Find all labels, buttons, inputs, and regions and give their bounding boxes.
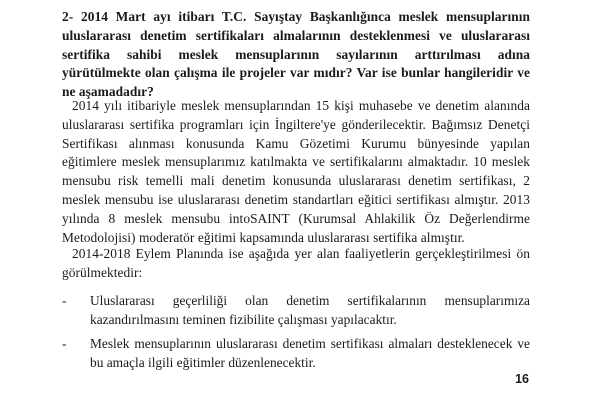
bullet-marker: - bbox=[62, 293, 67, 308]
bullet-text: Uluslararası geçerliliği olan denetim sertifikalarının mensuplarımıza kazandırılmasını teminen fizibilite çalışması yapılacaktır. bbox=[90, 293, 530, 327]
bullet-marker: - bbox=[62, 336, 67, 351]
answer-paragraph-1: 2014 yılı itibariyle meslek mensuplarından 15 kişi muhasebe ve denetim alanında uluslararası sertifika programları için İngiltere'ye gönderilecektir. Bağımsız Denetçi Sertifikası alınması konusunda Kamu Gözetimi Kurumu bünyesinde yapılan eğitimlere meslek mensuplarımız katılmakta ve sertifikalarını almaktadır. 10 meslek mensubu risk temelli mali denetim konusunda uluslararası denetim sertifikası, 2 meslek mensubu ise uluslararası denetim standartları eğitici sertifikası almıştır. 2013 yılında 8 meslek mensubu intoSAINT (Kurumsal Ahlakilik Öz Değerlendirme Metodolojisi) moderatör eğitimi kapsamında uluslararası sertifika almıştır. bbox=[62, 98, 530, 245]
page-number: 16 bbox=[515, 372, 529, 386]
answer-paragraph-2: 2014-2018 Eylem Planında ise aşağıda yer alan faaliyetlerin gerçekleştirilmesi ön görülmektedir: bbox=[62, 246, 530, 280]
question-heading: 2- 2014 Mart ayı itibarı T.C. Sayıştay Başkanlığınca meslek mensuplarının uluslararası denetim sertifikaları almalarının desteklenmesi ve uluslararası sertifika sahibi meslek mensuplarının sayılarının arttırılması adına yürütülmekte olan çalışma ile projeler var mıdır? Var ise bunlar hangileridir ve ne aşamadadır? bbox=[62, 9, 530, 100]
bullet-text: Meslek mensuplarının uluslararası denetim sertifikası almaları desteklenecek ve bu amaçla ilgili eğitimler düzenlenecektir. bbox=[90, 336, 530, 370]
